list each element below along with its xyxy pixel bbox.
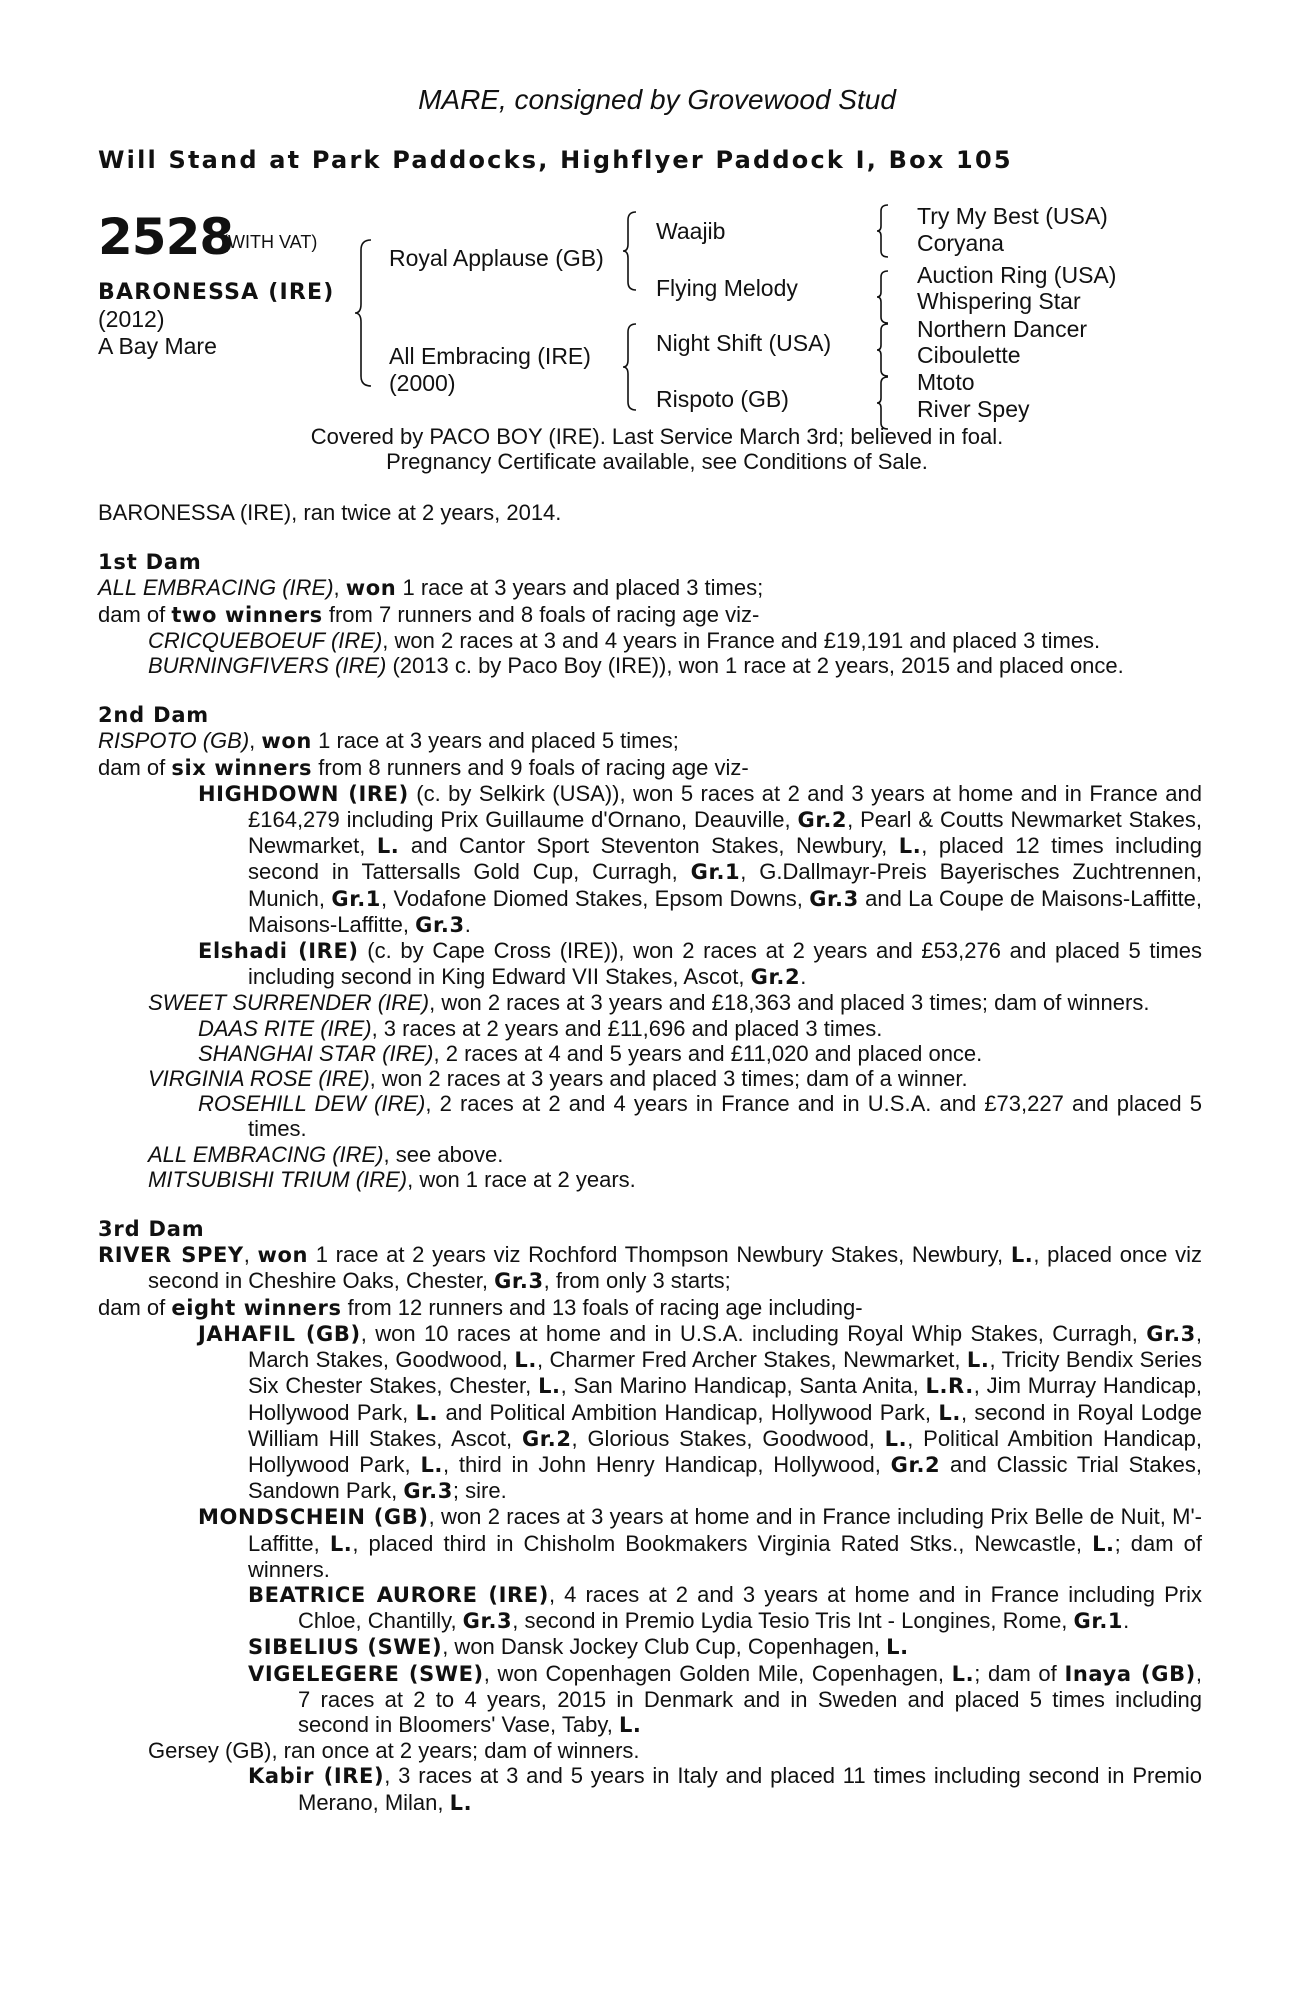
list-item: Kabir (IRE), 3 races at 3 and 5 years in Italy and placed 11 times including second in Premio Merano, Milan, L. — [248, 1763, 1202, 1815]
pedigree-g2: Coryana — [917, 230, 1004, 256]
second-dam-heading: 2nd Dam — [98, 703, 209, 728]
list-item: MONDSCHEIN (GB), won 2 races at 3 years at home and in France including Prix Belle de Nuit, M'-Laffitte, L., placed third in Chisholm Bookmakers Virginia Rated Stks., Newcastle, L.; dam of winners. — [198, 1504, 1203, 1582]
pedigree-g6: Ciboulette — [917, 342, 1021, 368]
pedigree-dam-year: (2000) — [389, 370, 456, 396]
list-item: SIBELIUS (SWE), won Dansk Jockey Club Cup, Copenhagen, L. — [248, 1634, 909, 1660]
list-item: ALL EMBRACING (IRE), see above. — [148, 1141, 504, 1167]
horse-name: BARONESSA (IRE) — [98, 280, 335, 305]
pregnancy-note: Pregnancy Certificate available, see Conditions of Sale. — [386, 449, 928, 474]
pedigree-sire: Royal Applause (GB) — [389, 245, 604, 271]
list-item: VIRGINIA ROSE (IRE), won 2 races at 3 years and placed 3 times; dam of a winner. — [148, 1066, 968, 1092]
first-dam-line: ALL EMBRACING (IRE), won 1 race at 3 years and placed 3 times; — [98, 575, 764, 601]
horse-year: (2012) — [98, 306, 165, 332]
pedigree-g7: Mtoto — [917, 369, 975, 395]
pedigree-dam-sire: Night Shift (USA) — [656, 330, 832, 356]
pedigree-sire-brace — [623, 210, 639, 292]
list-item: SHANGHAI STAR (IRE), 2 races at 4 and 5 years and £11,020 and placed once. — [198, 1040, 983, 1066]
list-item: VIGELEGERE (SWE), won Copenhagen Golden Mile, Copenhagen, L.; dam of Inaya (GB), 7 races at 2 to 4 years, 2015 in Denmark and in Sweden and placed 5 times including second in Bloomers' Vase, Taby, L. — [248, 1660, 1202, 1737]
list-item: ROSEHILL DEW (IRE), 2 races at 2 and 4 years in France and in U.S.A. and £73,227 and placed 5 times. — [198, 1091, 1202, 1142]
second-dam-produce: dam of six winners from 8 runners and 9 foals of racing age viz- — [98, 754, 749, 780]
list-item: MITSUBISHI TRIUM (IRE), won 1 race at 2 years. — [148, 1166, 636, 1192]
list-item: SWEET SURRENDER (IRE), won 2 races at 3 years and £18,363 and placed 3 times; dam of winners. — [148, 990, 1150, 1016]
pedigree-g8: River Spey — [917, 396, 1030, 422]
pedigree-main-brace — [355, 238, 375, 388]
pedigree-sire-sire: Waajib — [656, 218, 726, 244]
pedigree-dam-brace — [623, 322, 639, 412]
list-item: Elshadi (IRE) (c. by Cape Cross (IRE)), won 2 races at 2 years and £53,276 and placed 5 times including second in King Edward VII Stakes, Ascot, Gr.2. — [198, 938, 1202, 990]
intro-line: BARONESSA (IRE), ran twice at 2 years, 2014. — [98, 500, 562, 525]
pedigree-sire-dam: Flying Melody — [656, 275, 798, 301]
list-item: JAHAFIL (GB), won 10 races at home and in U.S.A. including Royal Whip Stakes, Curragh, Gr.3, March Stakes, Goodwood, L., Charmer Fred Archer Stakes, Newmarket, L., Tricity Bendix Series Six Chester Stakes, Chester, L., San Marino Handicap, Santa Anita, L.R., Jim Murray Handicap, Hollywood Park, L. and Political Ambition Handicap, Hollywood Park, L., second in Royal Lodge William Hill Stakes, Ascot, Gr.2, Glorious Stakes, Goodwood, L., Political Ambition Handicap, Hollywood Park, L., third in John Henry Handicap, Hollywood, Gr.2 and Classic Trial Stakes, Sandown Park, Gr.3; sire. — [198, 1320, 1203, 1504]
catalogue-body — [98, 500, 1202, 1816]
list-item: BEATRICE AURORE (IRE), 4 races at 2 and 3 years at home and in France including Prix Chloe, Chantilly, Gr.3, second in Premio Lydia Tesio Tris Int - Longines, Rome, Gr.1. — [248, 1581, 1202, 1634]
second-dam-line: RISPOTO (GB), won 1 race at 3 years and placed 5 times; — [98, 728, 679, 754]
third-dam-heading: 3rd Dam — [98, 1217, 205, 1242]
horse-description: A Bay Mare — [98, 333, 217, 359]
list-item: BURNINGFIVERS (IRE) (2013 c. by Paco Boy (IRE)), won 1 race at 2 years, 2015 and placed once. — [148, 653, 1124, 679]
list-item: Gersey (GB), ran once at 2 years; dam of winners. — [148, 1738, 640, 1764]
list-item: HIGHDOWN (IRE) (c. by Selkirk (USA)), won 5 races at 2 and 3 years at home and in France and £164,279 including Prix Guillaume d'Ornano, Deauville, Gr.2, Pearl & Coutts Newmarket Stakes, Newmarket, L. and Cantor Sport Steventon Stakes, Newbury, L., placed 12 times including second in Tattersalls Gold Cup, Curragh, Gr.1, G.Dallmayr-Preis Bayerisches Zuchtrennen, Munich, Gr.1, Vodafone Diomed Stakes, Epsom Downs, Gr.3 and La Coupe de Maisons-Laffitte, Maisons-Laffitte, Gr.3. — [198, 780, 1203, 937]
stand-location: Will Stand at Park Paddocks, Highflyer Paddock I, Box 105 — [98, 146, 1013, 174]
pedigree-g3: Auction Ring (USA) — [917, 262, 1117, 288]
pedigree-g5: Northern Dancer — [917, 316, 1088, 342]
vat-note: (WITH VAT) — [222, 232, 318, 252]
lot-number: 2528 — [98, 208, 234, 266]
third-dam-produce: dam of eight winners from 12 runners and 13 foals of racing age including- — [98, 1294, 863, 1320]
pedigree-g4: Whispering Star — [917, 288, 1081, 314]
covered-note: Covered by PACO BOY (IRE). Last Service March 3rd; believed in foal. — [310, 424, 1004, 449]
third-dam-line: RIVER SPEY, won 1 race at 2 years viz Rochford Thompson Newbury Stakes, Newbury, L., placed once viz second in Cheshire Oaks, Chester, Gr.3, from only 3 starts; — [98, 1242, 1202, 1294]
pedigree-g1: Try My Best (USA) — [917, 203, 1108, 229]
pedigree-dam-dam: Rispoto (GB) — [656, 386, 789, 412]
page-title: MARE, consigned by Grovewood Stud — [418, 84, 896, 115]
first-dam-heading: 1st Dam — [98, 550, 202, 575]
pedigree-g34-brace — [877, 269, 891, 325]
pedigree-g12-brace — [877, 203, 891, 259]
pedigree-dam: All Embracing (IRE) — [389, 343, 591, 369]
pedigree-g56-brace — [877, 322, 891, 378]
first-dam-produce: dam of two winners from 7 runners and 8 foals of racing age viz- — [98, 601, 760, 627]
list-item: CRICQUEBOEUF (IRE), won 2 races at 3 and 4 years in France and £19,191 and placed 3 times. — [148, 627, 1101, 653]
list-item: DAAS RITE (IRE), 3 races at 2 years and £11,696 and placed 3 times. — [198, 1015, 883, 1041]
